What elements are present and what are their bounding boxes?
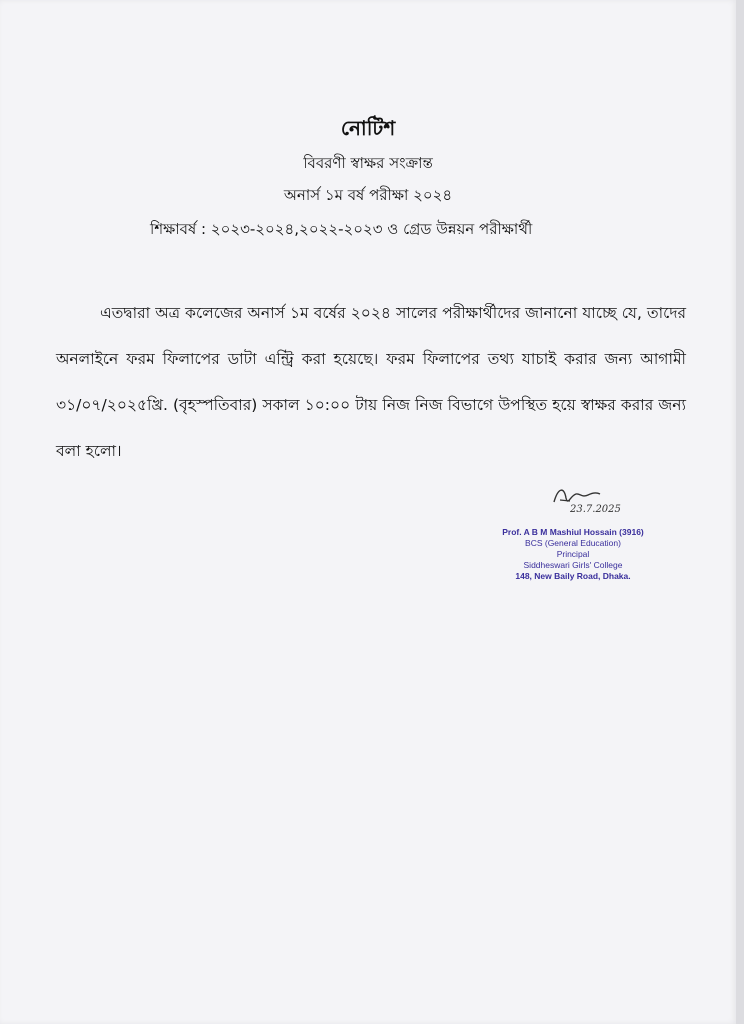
notice-subheading: বিবরণী স্বাক্ষর সংক্রান্ত — [303, 154, 433, 172]
exam-line: অনার্স ১ম বর্ষ পরীক্ষা ২০২৪ — [283, 186, 453, 204]
signature-scribble-icon — [540, 478, 630, 528]
official-stamp — [488, 527, 658, 582]
notice-heading: নোটিশ — [340, 116, 396, 140]
stamp-role: Principal — [556, 549, 590, 559]
signature — [540, 478, 630, 528]
stamp-address: 148, New Baily Road, Dhaka. — [515, 571, 631, 581]
stamp-name: Prof. A B M Mashiul Hossain (3916) — [502, 527, 644, 537]
session-line: শিক্ষাবর্ষ : ২০২৩-২০২৪,২০২২-২০২৩ ও গ্রেড উন্নয়ন পরীক্ষার্থী — [150, 220, 533, 238]
paper-edge — [736, 0, 744, 1024]
stamp-designation: BCS (General Education) — [525, 538, 621, 548]
stamp-college: Siddheswari Girls' College — [523, 560, 623, 570]
signature-date: 23.7.2025 — [570, 504, 621, 515]
notice-body: এতদ্বারা অত্র কলেজের অনার্স ১ম বর্ষের ২০২৪ সালের পরীক্ষার্থীদের জানানো যাচ্ছে যে, তাদের অনলাইনে ফরম ফিলাপের ডাটা এন্ট্রি করা হয়েছে। ফরম ফিলাপের তথ্য যাচাই করার জন্য আগামী ৩১/০৭/২০২৫খ্রি. (বৃহস্পতিবার) সকাল ১০:০০ টায় নিজ নিজ বিভাগে উপস্থিত হয়ে স্বাক্ষর করার জন্য বলা হলো। — [56, 304, 686, 460]
